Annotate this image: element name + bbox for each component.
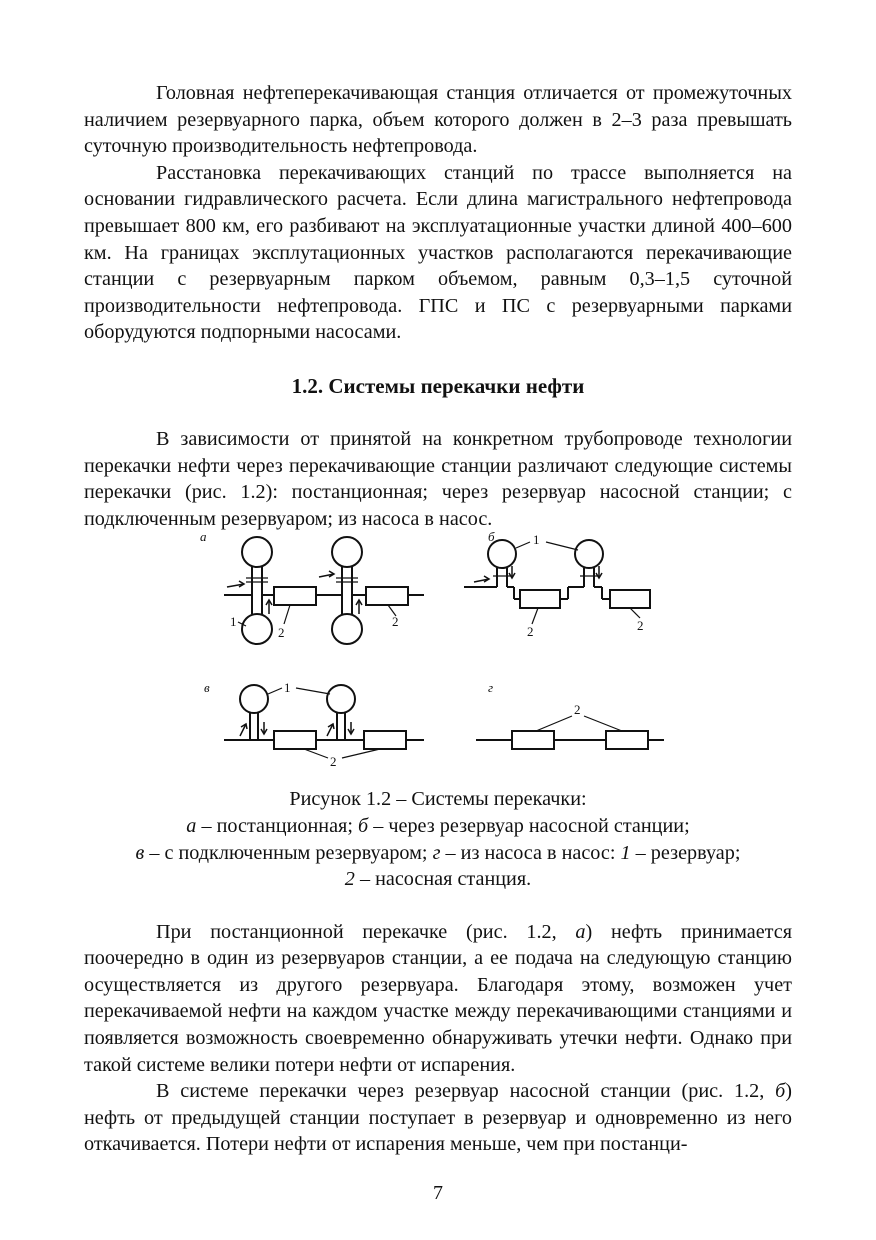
pump-station-icon <box>274 731 316 749</box>
pump-station-icon <box>606 731 648 749</box>
scheme-g <box>476 680 664 749</box>
tank-icon <box>327 685 355 713</box>
pump-station-icon <box>520 590 560 608</box>
figure-caption <box>84 786 792 892</box>
paragraph-head-station: Головная нефтеперекачивающая станция отличается от промежуточных наличием резервуарного парка, объем которого должен в 2–3 раза превышать суточную производительность нефтепровода. <box>84 82 792 158</box>
caption-line-ab: а – постанционная; б – через резервуар насосной станции; <box>186 814 690 837</box>
scheme-a <box>200 532 424 644</box>
section-heading: 1.2. Системы перекачки нефти <box>291 373 585 398</box>
scheme-v <box>204 680 424 769</box>
pump-station-icon <box>366 587 408 605</box>
scheme-b <box>464 532 650 639</box>
caption-title: Рисунок 1.2 – Системы перекачки: <box>289 788 587 811</box>
paragraph-station-placement: Расстановка перекачивающих станций по трассе выполняется на основании гидравлического расчета. Если длина магистрального нефтепровода превышает 800 км, его разбивают на эксплуатационные участки длиной 400–600 км. На границах эксплутационных участков располагаются перекачивающие станции с резервуарным парком объемом, равным 0,3–1,5 суточной производительности нефтепровода. ГПС и ПС с резервуарными парками оборудуются подпорными насосами. <box>84 161 792 344</box>
pump-station-icon <box>512 731 554 749</box>
label-pump-2: 2 <box>330 754 337 770</box>
page-number: 7 <box>433 1182 443 1204</box>
paragraph-systems-intro: В зависимости от принятой на конкретном трубопроводе технологии перекачки нефти через перекачивающие станции различают следующие системы перекачки (рис. 1.2): постанционная; через резервуар насосной станции; с подключенным резервуаром; из насоса в насос. <box>84 427 792 530</box>
pump-station-icon <box>364 731 406 749</box>
caption-line-2: 2 – насосная станция. <box>344 868 532 891</box>
tank-icon <box>240 685 268 713</box>
label-v: в <box>204 680 210 696</box>
tank-icon <box>242 614 272 644</box>
label-pump-2: 2 <box>278 625 285 641</box>
label-g: г <box>488 680 494 696</box>
caption-line-vg: в – с подключенным резервуаром; г – из насоса в насос: 1 – резервуар; <box>135 841 741 864</box>
pump-station-icon <box>610 590 650 608</box>
label-pump-2: 2 <box>574 702 581 718</box>
tank-icon <box>488 540 516 568</box>
label-pump-2: 2 <box>637 618 644 634</box>
label-b: б <box>488 532 495 545</box>
paragraph-tank-system: В системе перекачки через резервуар насосной станции (рис. 1.2, б) нефть от предыдущей станции поступает в резервуар и одновременно из него откачивается. Потери нефти от испарения меньше, чем при постанци- <box>84 1080 792 1156</box>
figure-pumping-systems <box>84 532 792 796</box>
paragraph-station-system: При постанционной перекачке (рис. 1.2, а) нефть принимается поочередно в один из резервуаров станции, а ее подача на следующую станцию осуществляется из другого резервуара. Благодаря этому, возможен учет перекачиваемой нефти на каждом участке между перекачивающими станциями и появляется возможность своевременно обнаруживать утечки нефти. Однако при такой системе велики потери нефти от испарения. <box>84 920 792 1076</box>
label-tank-1: 1 <box>533 532 540 548</box>
label-pump-2: 2 <box>392 614 399 630</box>
pumping-systems-diagram <box>84 532 792 796</box>
tank-icon <box>242 537 272 567</box>
label-pump-2: 2 <box>527 624 534 640</box>
tank-icon <box>332 537 362 567</box>
document-page <box>84 80 792 1158</box>
pump-station-icon <box>274 587 316 605</box>
tank-icon <box>332 614 362 644</box>
label-tank-1: 1 <box>230 614 237 630</box>
label-a: а <box>200 532 207 545</box>
label-tank-1: 1 <box>284 680 291 696</box>
tank-icon <box>575 540 603 568</box>
